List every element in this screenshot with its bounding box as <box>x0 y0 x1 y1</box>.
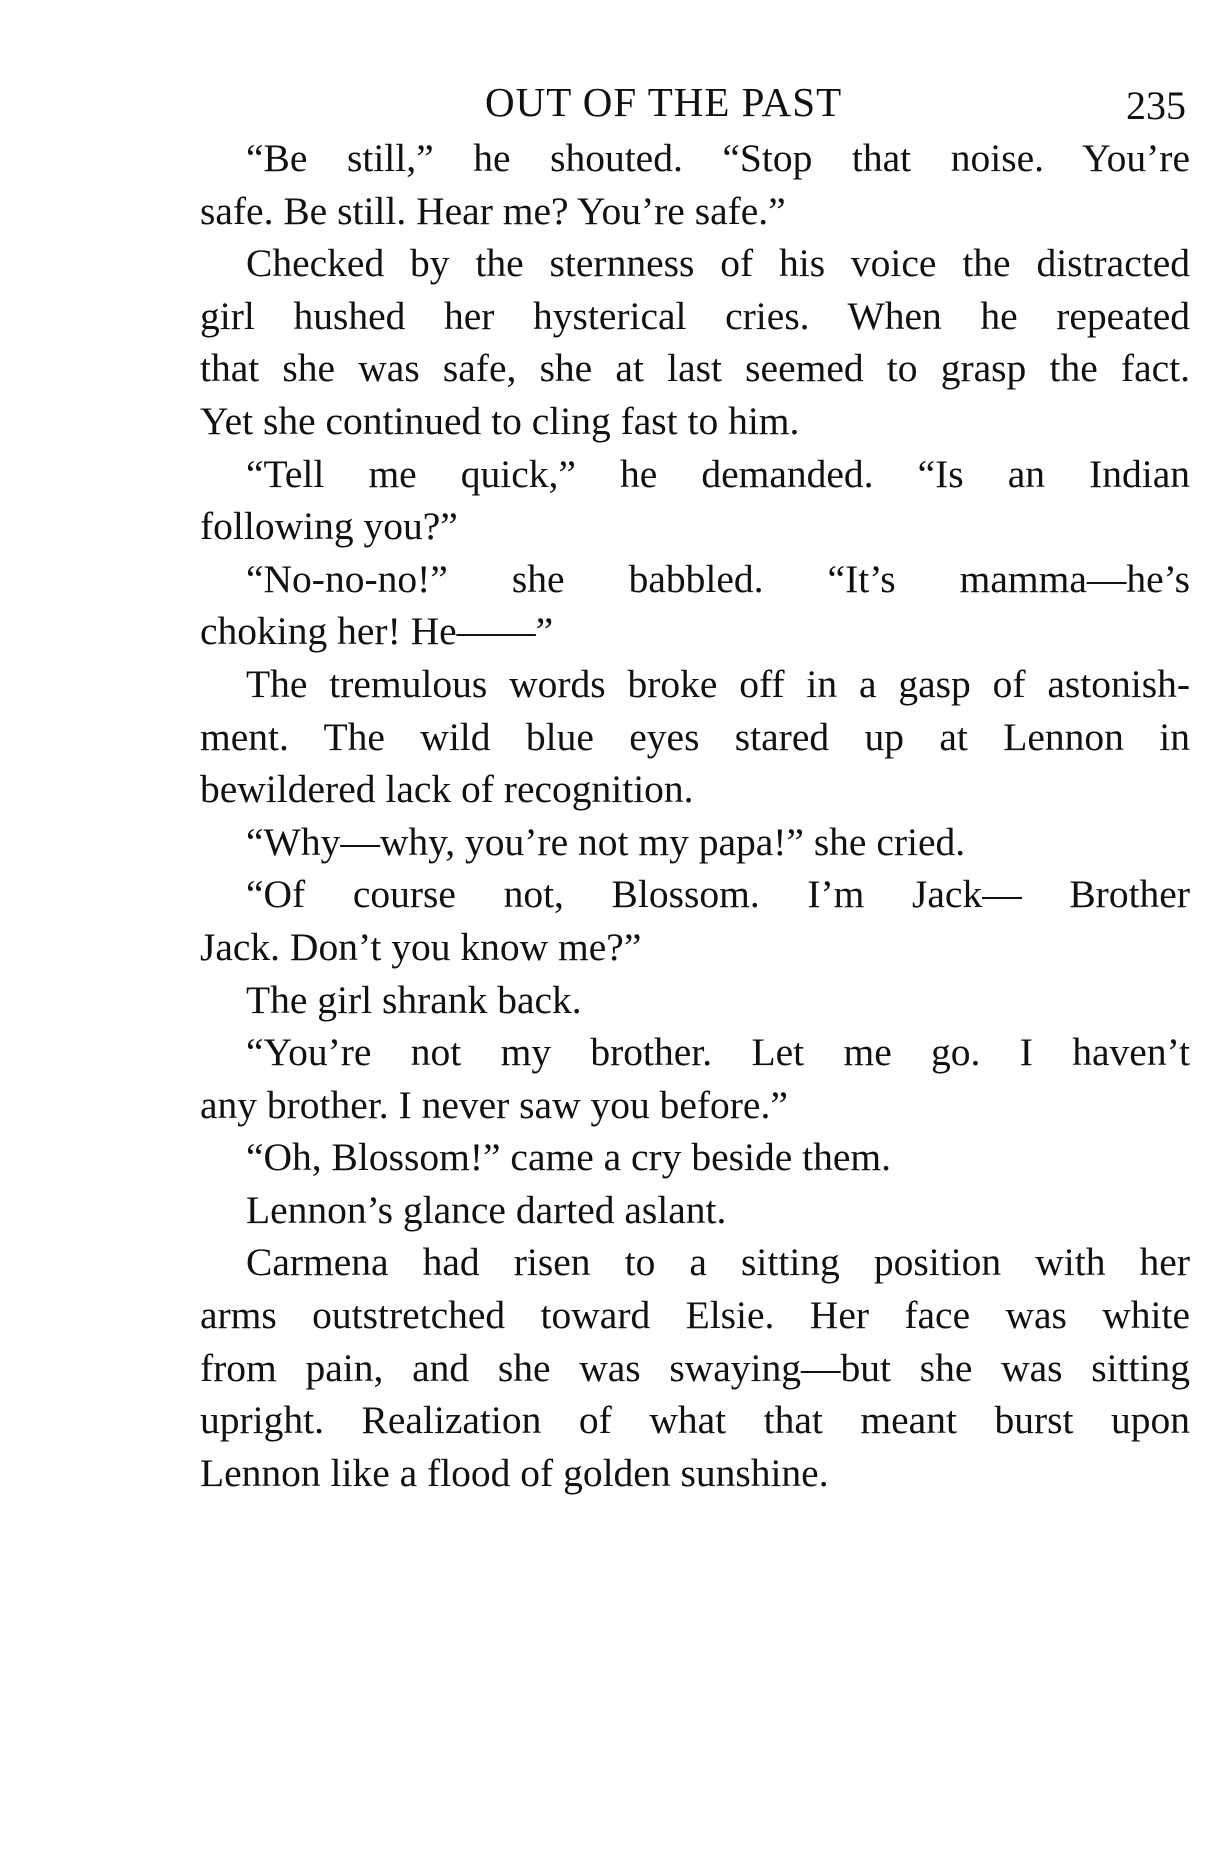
text-line: safe. Be still. Hear me? You’re safe.” <box>200 188 786 233</box>
text-line: “Of course not, Blossom. I’m Jack— Brother <box>246 872 1190 917</box>
text-line: Lennon like a flood of golden sunshine. <box>200 1450 829 1495</box>
running-head: OUT OF THE PAST <box>485 79 843 125</box>
text-line: “You’re not my brother. Let me go. I haven’t <box>246 1030 1190 1075</box>
text-line: “Why—why, you’re not my papa!” she cried. <box>246 819 966 864</box>
text-line: that she was safe, she at last seemed to grasp the fact. <box>200 346 1190 391</box>
text-line: choking her! He——” <box>200 609 554 654</box>
text-line: “Tell me quick,” he demanded. “Is an Indian <box>246 451 1190 496</box>
text-line: “Be still,” he shouted. “Stop that noise. You’re <box>246 136 1190 180</box>
text-line: Checked by the sternness of his voice the distracted <box>246 241 1190 286</box>
text-line: “Oh, Blossom!” came a cry beside them. <box>246 1135 891 1180</box>
text-line: Jack. Don’t you know me?” <box>200 924 642 969</box>
text-line: upright. Realization of what that meant burst upon <box>200 1398 1190 1443</box>
text-line: girl hushed her hysterical cries. When he repeated <box>200 293 1190 338</box>
text-line: Carmena had risen to a sitting position with her <box>246 1240 1190 1285</box>
text-line: The girl shrank back. <box>246 977 582 1022</box>
text-line: ment. The wild blue eyes stared up at Lennon in <box>200 714 1190 759</box>
body-text <box>200 132 1190 1499</box>
text-line: following you?” <box>200 504 458 549</box>
text-line: “No-no-no!” she babbled. “It’s mamma—he’s <box>246 556 1190 601</box>
text-line: Lennon’s glance darted aslant. <box>246 1187 727 1232</box>
page-number: 235 <box>1126 83 1186 128</box>
text-line: Yet she continued to cling fast to him. <box>200 398 800 443</box>
page-header <box>200 78 1200 128</box>
text-line: arms outstretched toward Elsie. Her face was white <box>200 1293 1190 1338</box>
text-line: bewildered lack of recognition. <box>200 767 694 812</box>
text-line: any brother. I never saw you before.” <box>200 1082 788 1127</box>
text-line: from pain, and she was swaying—but she was sitting <box>200 1345 1190 1390</box>
text-line: The tremulous words broke off in a gasp of astonish- <box>246 661 1190 706</box>
